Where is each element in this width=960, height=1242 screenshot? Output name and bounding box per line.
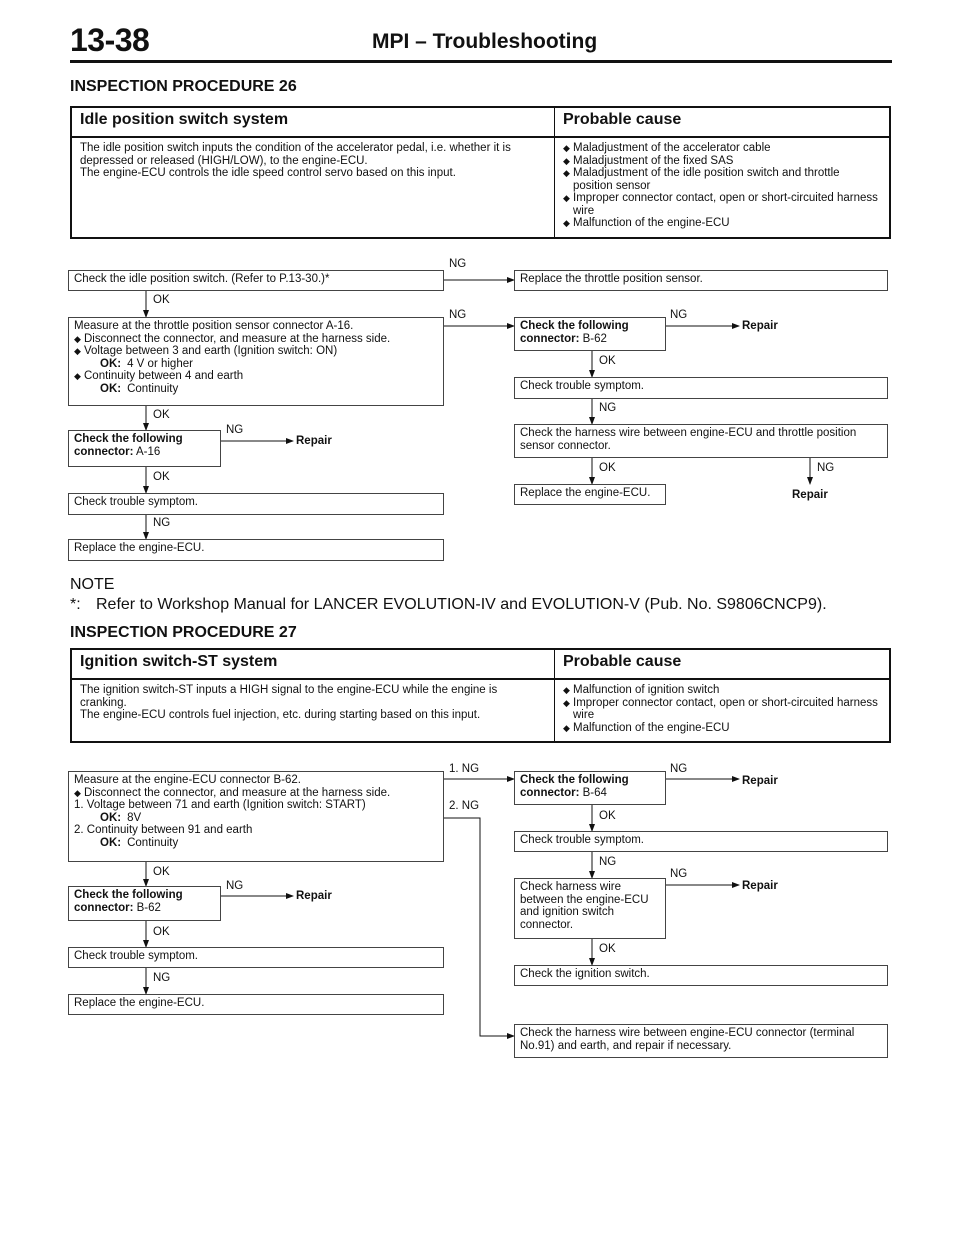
procedure-27-title: INSPECTION PROCEDURE 27 <box>70 624 297 641</box>
note-marker: *: <box>70 596 81 613</box>
bullet-icon: ◆ <box>563 143 570 153</box>
note-text <box>70 596 827 614</box>
branch-label-ok: OK <box>599 355 616 367</box>
step-check-trouble-symptom: Check trouble symptom. <box>68 947 444 968</box>
procedure-27-table <box>70 648 891 743</box>
branch-label-ok: OK <box>153 294 170 306</box>
branch-label-ok: OK <box>153 866 170 878</box>
step-check-harness-ignition: Check harness wire between the engine-ECU and ignition switch connector. <box>514 878 666 939</box>
page-title: MPI – Troubleshooting <box>372 30 598 53</box>
repair-label: Repair <box>742 775 778 787</box>
branch-label-ng: NG <box>670 868 688 880</box>
branch-label-ng: NG <box>599 856 617 868</box>
repair-label: Repair <box>296 890 332 902</box>
step-check-connector-b62: Check the following connector: B-62 <box>514 317 666 351</box>
step-check-harness-wire: Check the harness wire between engine-ECU and throttle position sensor connector. <box>514 424 888 458</box>
note-heading: NOTE <box>70 576 115 593</box>
step-check-trouble-symptom: Check trouble symptom. <box>514 831 888 852</box>
branch-label-ng: NG <box>153 972 171 984</box>
step-check-connector-b62: Check the following connector: B-62 <box>68 886 221 921</box>
branch-label-ng: NG <box>226 880 244 892</box>
branch-label-1-ng: 1. NG <box>449 763 480 775</box>
step-check-ignition-switch: Check the ignition switch. <box>514 965 888 986</box>
step-replace-throttle-sensor: Replace the throttle position sensor. <box>514 270 888 291</box>
list-item: ◆ Maladjustment of the fixed SAS <box>563 154 734 167</box>
list-item: ◆ Malfunction of ignition switch <box>563 684 720 696</box>
branch-label-ng: NG <box>670 309 688 321</box>
bullet-icon: ◆ <box>563 155 570 166</box>
bullet-icon: ◆ <box>74 371 81 381</box>
step-check-harness-terminal-91: Check the harness wire between engine-ECU connector (terminal No.91) and earth, and repair if necessary. <box>514 1024 888 1058</box>
branch-label-ng: NG <box>449 258 467 270</box>
branch-label-ng: NG <box>670 763 688 775</box>
page-number: 13-38 <box>70 22 150 58</box>
bullet-icon: ◆ <box>74 787 81 798</box>
step-check-idle-switch: Check the idle position switch. (Refer to P.13-30.)* <box>68 270 444 291</box>
branch-label-ng: NG <box>153 517 171 529</box>
step-check-connector-b64: Check the following connector: B-64 <box>514 771 666 805</box>
branch-label-ng: NG <box>599 402 617 414</box>
table-header-system: Ignition switch-ST system <box>72 650 555 678</box>
branch-label-2-ng: 2. NG <box>449 800 480 812</box>
table-header-cause: Probable cause <box>563 653 682 670</box>
description-line: The ignition switch-ST inputs a HIGH signal to the engine-ECU while the engine is cranking. <box>80 684 498 709</box>
step-check-trouble-symptom: Check trouble symptom. <box>68 493 444 515</box>
list-item: ◆ Maladjustment of the accelerator cable <box>563 142 771 154</box>
list-item: ◆ Improper connector contact, open or short-circuited harness wire <box>563 696 878 721</box>
branch-label-ng: NG <box>226 424 244 436</box>
bullet-icon: ◆ <box>74 346 81 356</box>
repair-label: Repair <box>296 435 332 447</box>
branch-label-ng: NG <box>817 462 835 474</box>
bullet-icon: ◆ <box>563 697 570 708</box>
step-replace-engine-ecu: Replace the engine-ECU. <box>68 994 444 1015</box>
step-measure-ecu-connector: Measure at the engine-ECU connector B-62. ◆ Disconnect the connector, and measure at the harness side. 1. Voltage between 71 and earth (Ignition switch: START) OK: 8V 2. Continuity between 91 and earth OK: Continuity <box>68 771 444 862</box>
repair-label: Repair <box>742 880 778 892</box>
branch-label-ok: OK <box>153 926 170 938</box>
branch-label-ok: OK <box>599 810 616 822</box>
step-measure-throttle-connector: Measure at the throttle position sensor connector A-16. ◆ Disconnect the connector, and measure at the harness side. ◆ Voltage between 3 and earth (Ignition switch: ON) OK: 4 V or higher ◆ Continuity between 4 and earth OK: Continuity <box>68 317 444 406</box>
branch-label-ok: OK <box>599 462 616 474</box>
bullet-icon: ◆ <box>74 333 81 344</box>
list-item: ◆ Malfunction of the engine-ECU <box>563 721 730 734</box>
bullet-icon: ◆ <box>563 685 570 695</box>
procedure-26-title: INSPECTION PROCEDURE 26 <box>70 78 297 95</box>
probable-cause-list <box>555 680 889 743</box>
table-header-cause: Probable cause <box>563 111 682 128</box>
step-replace-engine-ecu: Replace the engine-ECU. <box>514 484 666 505</box>
branch-label-ng: NG <box>449 309 467 321</box>
description-line: The engine-ECU controls fuel injection, etc. during starting based on this input. <box>80 709 481 721</box>
bullet-icon: ◆ <box>563 193 570 203</box>
step-check-connector-a16: Check the following connector: A-16 <box>68 430 221 467</box>
description-line: The engine-ECU controls the idle speed control servo based on this input. <box>80 167 456 179</box>
branch-label-ok: OK <box>599 943 616 955</box>
note-body: Refer to Workshop Manual for LANCER EVOLUTION-IV and EVOLUTION-V (Pub. No. S9806CNCP9). <box>96 596 827 613</box>
list-item: ◆ Improper connector contact, open or short-circuited harness wire <box>563 192 878 217</box>
bullet-icon: ◆ <box>563 168 570 178</box>
list-item: ◆ Malfunction of the engine-ECU <box>563 217 730 229</box>
bullet-icon: ◆ <box>563 218 570 228</box>
bullet-icon: ◆ <box>563 722 570 733</box>
repair-label: Repair <box>792 489 828 501</box>
step-check-trouble-symptom: Check trouble symptom. <box>514 377 888 399</box>
list-item: ◆ Maladjustment of the idle position switch and throttle position sensor <box>563 167 840 192</box>
table-header-system: Idle position switch system <box>72 108 555 136</box>
description-line: The idle position switch inputs the condition of the accelerator pedal, i.e. whether it is depressed or released (HIGH/LOW), to the engine-ECU. <box>80 142 511 167</box>
repair-label: Repair <box>742 320 778 332</box>
system-description <box>72 680 555 743</box>
branch-label-ok: OK <box>153 471 170 483</box>
branch-label-ok: OK <box>153 409 170 421</box>
step-replace-engine-ecu: Replace the engine-ECU. <box>68 539 444 561</box>
